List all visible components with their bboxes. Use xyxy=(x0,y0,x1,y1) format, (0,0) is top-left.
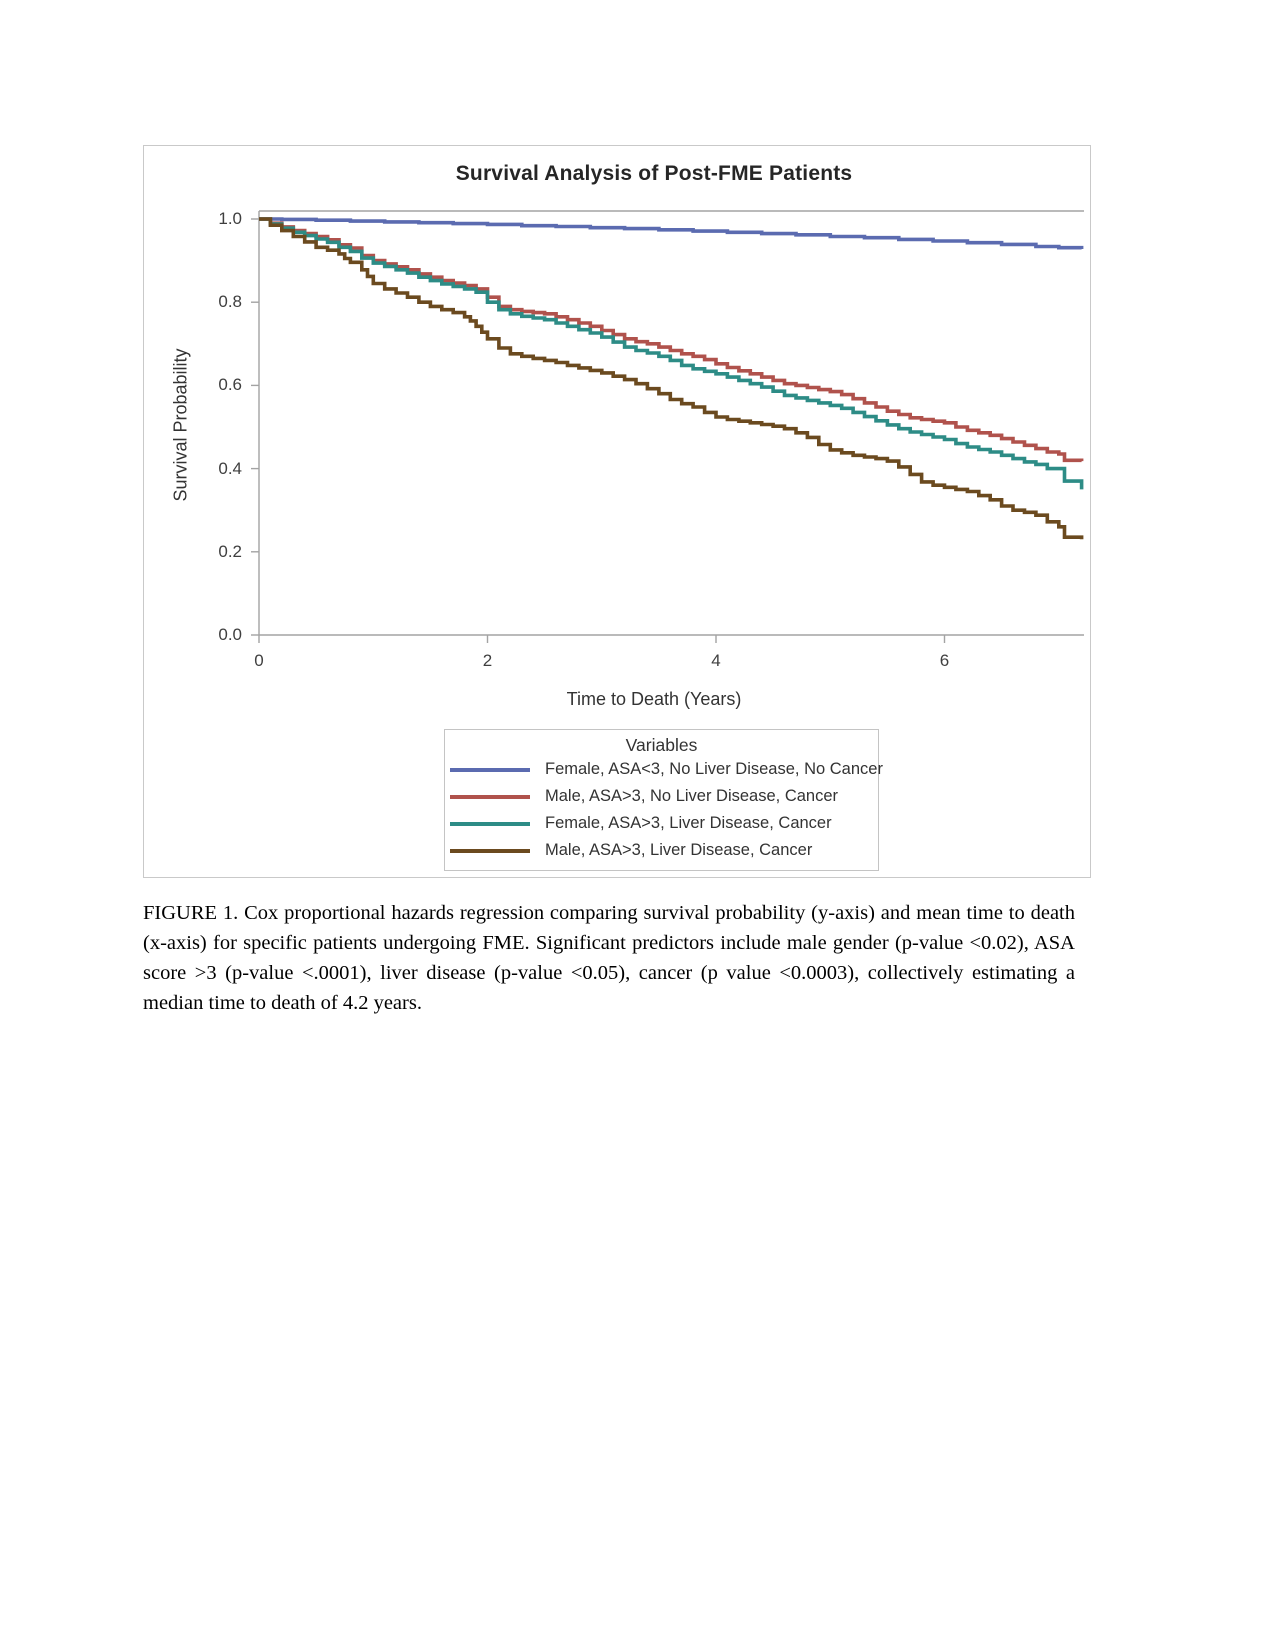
x-tick-label: 0 xyxy=(254,651,264,670)
survival-curve-1 xyxy=(259,219,1082,461)
x-tick-label: 4 xyxy=(711,651,721,670)
y-tick-label: 0.0 xyxy=(218,625,242,644)
legend-line-swatch xyxy=(450,849,530,853)
legend-item xyxy=(450,783,878,810)
x-tick-label: 6 xyxy=(939,651,950,670)
legend-item-label: Male, ASA>3, Liver Disease, Cancer xyxy=(545,841,813,859)
survival-curve-0 xyxy=(259,219,1082,249)
x-tick-label: 2 xyxy=(482,651,493,670)
legend-title: Variables xyxy=(625,735,698,755)
legend-item-label: Female, ASA<3, No Liver Disease, No Cancer xyxy=(545,760,883,778)
figure-caption: FIGURE 1. Cox proportional hazards regression comparing survival probability (y-axis) and mean time to death (x-axis) for specific patients undergoing FME. Significant predictors include male gender (p-value <0.02), ASA score >3 (p-value <.0001), liver disease (p-value <0.05), cancer (p value <0.0003), collectively estimating a median time to death of 4.2 years. xyxy=(143,902,1075,1014)
legend-item xyxy=(450,756,883,783)
y-axis-title: Survival Probability xyxy=(170,348,191,502)
survival-curve-3 xyxy=(259,219,1082,539)
legend-box xyxy=(444,729,883,871)
legend-line-swatch xyxy=(450,822,530,826)
y-tick-label: 0.2 xyxy=(218,541,242,561)
y-tick-label: 0.4 xyxy=(218,458,242,478)
legend-item-label: Male, ASA>3, No Liver Disease, Cancer xyxy=(545,787,839,805)
x-axis-title: Time to Death (Years) xyxy=(566,689,742,709)
legend-item xyxy=(450,810,878,837)
legend-line-swatch xyxy=(450,795,530,799)
figure-panel xyxy=(143,145,1091,878)
legend-item-label: Female, ASA>3, Liver Disease, Cancer xyxy=(545,814,832,832)
y-tick-label: 1.0 xyxy=(218,209,242,228)
legend-line-swatch xyxy=(450,768,530,772)
chart-title: Survival Analysis of Post-FME Patients xyxy=(455,162,853,185)
y-tick-label: 0.6 xyxy=(218,375,242,395)
legend-item xyxy=(450,837,878,864)
y-tick-label: 0.8 xyxy=(218,292,242,312)
